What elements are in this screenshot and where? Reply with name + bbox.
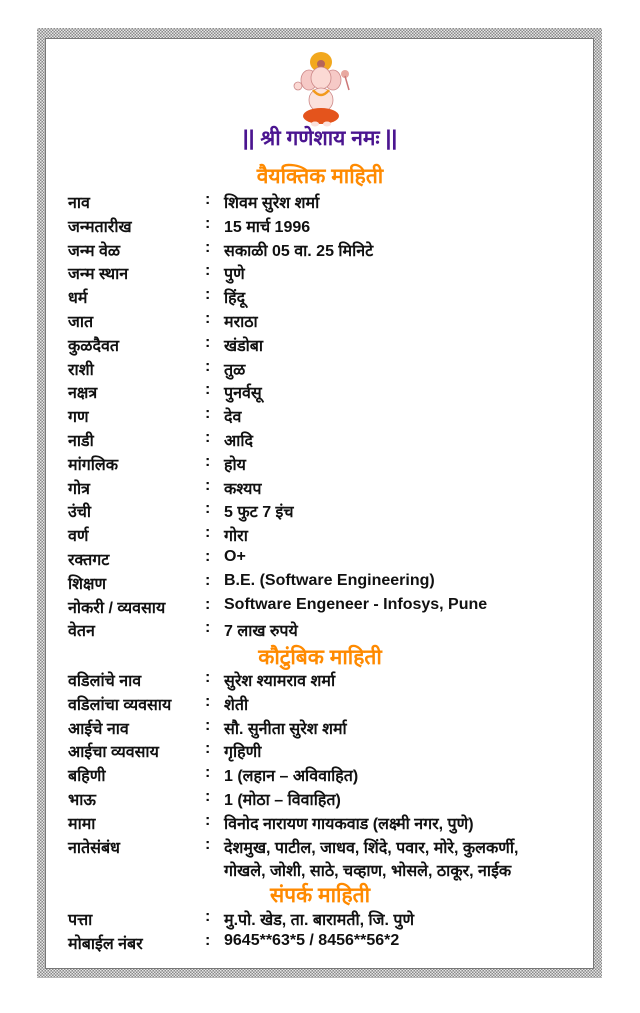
row-value: पुनर्वसू (224, 385, 262, 403)
row-label: नाडी (68, 433, 94, 450)
row-value: होय (224, 456, 246, 474)
row-label: शिक्षण (68, 575, 107, 593)
row-colon: : (205, 429, 211, 446)
row-label: उंची (68, 504, 92, 522)
row-colon: : (205, 931, 211, 949)
row-value: 7 लाख रुपये (224, 623, 298, 641)
row-label: नक्षत्र (68, 385, 98, 403)
row-value: 1 (मोठा – विवाहित) (224, 792, 341, 809)
row-label: राशी (68, 361, 94, 379)
row-value: शेती (224, 696, 249, 714)
row-value: सुरेश श्यामराव शर्मा (224, 673, 336, 690)
row-value: 5 फुट 7 इंच (224, 504, 294, 522)
row-value: आदि (224, 433, 253, 450)
row-colon: : (205, 811, 211, 829)
section-title-personal: वैयक्तिक माहिती (256, 165, 384, 188)
row-colon: : (205, 716, 211, 734)
row-label: कुळदैवत (68, 337, 119, 355)
row-value: O+ (224, 548, 246, 565)
row-colon: : (205, 619, 211, 637)
row-value: 15 मार्च 1996 (224, 218, 311, 236)
row-label: जन्मतारीख (68, 218, 132, 236)
row-value: हिंदू (224, 290, 246, 308)
row-colon: : (205, 214, 211, 232)
row-value: खंडोबा (224, 337, 264, 355)
row-colon: : (205, 595, 211, 613)
row-label: आईचे नाव (68, 720, 129, 738)
row-colon: : (205, 692, 211, 710)
row-colon: : (205, 357, 211, 375)
row-label: वडिलांचा व्यवसाय (68, 696, 172, 714)
row-label: रक्तगट (68, 552, 110, 569)
row-value: मु.पो. खेड, ता. बारामती, जि. पुणे (224, 912, 415, 929)
row-colon: : (205, 548, 211, 565)
row-colon: : (205, 405, 211, 423)
row-value: शिवम सुरेश शर्मा (224, 195, 320, 212)
row-colon: : (205, 740, 211, 758)
row-value: देशमुख, पाटील, जाधव, शिंदे, पवार, मोरे, कुलकर्णी, (224, 839, 519, 857)
row-label: धर्म (68, 290, 88, 308)
section-title-family: कौटुंबिक माहिती (258, 646, 382, 669)
ganesha-logo (283, 50, 359, 130)
row-label: मांगलिक (68, 456, 119, 474)
row-label: नातेसंबंध (68, 839, 120, 857)
row-value: देव (224, 409, 242, 427)
row-label: जात (68, 314, 94, 331)
row-label: नोकरी / व्यवसाय (68, 599, 166, 617)
row-colon: : (205, 764, 211, 782)
row-value: मराठा (224, 314, 258, 331)
row-value: विनोद नारायण गायकवाड (लक्ष्मी नगर, पुणे) (224, 815, 474, 833)
row-label: जन्म स्थान (68, 266, 129, 284)
row-value: सकाळी 05 वा. 25 मिनिटे (224, 242, 374, 260)
row-value: सौ. सुनीता सुरेश शर्मा (224, 720, 347, 738)
row-label: मामा (68, 815, 96, 833)
row-label: गोत्र (68, 480, 90, 498)
row-colon: : (205, 835, 211, 853)
row-value-continued: गोखले, जोशी, साठे, चव्हाण, भोसले, ठाकूर, नाईक (224, 863, 512, 881)
row-label: जन्म वेळ (68, 242, 121, 260)
row-label: वेतन (68, 623, 95, 641)
row-value: 9645**63*5 / 8456**56*2 (224, 931, 400, 949)
row-colon: : (205, 524, 211, 542)
row-value: गृहिणी (224, 744, 262, 762)
row-value: तुळ (224, 361, 246, 379)
row-value: कश्यप (224, 480, 262, 498)
row-value: 1 (लहान – अविवाहित) (224, 768, 359, 786)
row-colon: : (205, 476, 211, 494)
row-colon: : (205, 238, 211, 256)
row-value: पुणे (224, 266, 245, 284)
row-colon: : (205, 669, 211, 686)
row-label: गण (68, 409, 89, 427)
row-colon: : (205, 310, 211, 327)
section-title-contact: संपर्क माहिती (269, 884, 371, 907)
row-label: भाऊ (68, 792, 96, 809)
row-label: आईचा व्यवसाय (68, 744, 159, 762)
row-colon: : (205, 262, 211, 280)
row-label: बहिणी (68, 768, 106, 786)
row-value: Software Engeneer - Infosys, Pune (224, 595, 488, 613)
row-colon: : (205, 381, 211, 399)
row-colon: : (205, 286, 211, 304)
row-colon: : (205, 500, 211, 518)
row-label: वडिलांचे नाव (68, 673, 142, 690)
row-colon: : (205, 191, 211, 208)
row-colon: : (205, 571, 211, 589)
row-colon: : (205, 333, 211, 351)
row-colon: : (205, 908, 211, 925)
row-value: गोरा (224, 528, 248, 546)
row-label: मोबाईल नंबर (68, 935, 143, 953)
row-label: नाव (68, 195, 90, 212)
row-value: B.E. (Software Engineering) (224, 571, 435, 589)
row-label: वर्ण (68, 528, 89, 546)
row-colon: : (205, 788, 211, 805)
row-label: पत्ता (68, 912, 93, 929)
mantra-heading: || श्री गणेशाय नमः || (242, 127, 398, 150)
row-colon: : (205, 452, 211, 470)
